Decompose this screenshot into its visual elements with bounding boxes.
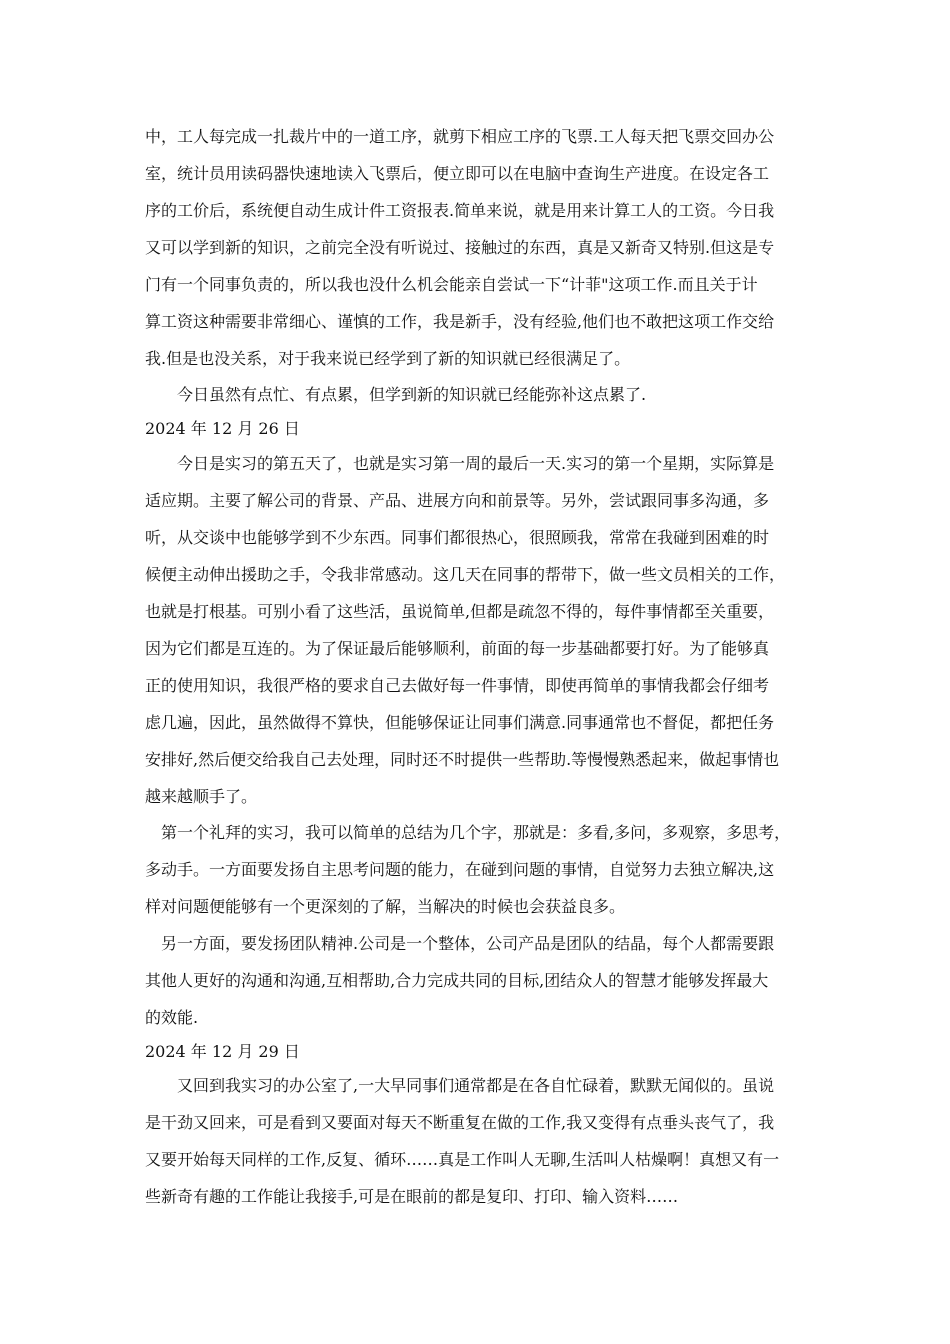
paragraph-line: 序的工价后，系统便自动生成计件工资报表.简单来说，就是用来计算工人的工资。今日我 xyxy=(145,201,775,220)
paragraph-line: 又可以学到新的知识，之前完全没有听说过、接触过的东西，真是又新奇又特别.但这是专 xyxy=(145,238,775,257)
paragraph-line: 样对问题便能够有一个更深刻的了解，当解决的时候也会获益良多。 xyxy=(145,897,626,916)
paragraph-line: 也就是打根基。可别小看了这些活，虽说简单,但都是疏忽不得的，每件事情都至关重要， xyxy=(145,602,775,621)
paragraph-line: 门有一个同事负责的，所以我也没什么机会能亲自尝试一下“计菲"这项工作.而且关于计 xyxy=(145,275,758,294)
paragraph-line: 其他人更好的沟通和沟通,互相帮助,合力完成共同的目标,团结众人的智慧才能够发挥最大 xyxy=(145,971,769,990)
paragraph-line: 算工资这种需要非常细心、谨慎的工作，我是新手，没有经验,他们也不敢把这项工作交给 xyxy=(145,312,775,331)
paragraph-line: 第一个礼拜的实习，我可以简单的总结为几个字，那就是：多看,多问，多观察，多思考， xyxy=(161,823,791,842)
paragraph-line: 今日虽然有点忙、有点累，但学到新的知识就已经能弥补这点累了. xyxy=(177,385,647,404)
paragraph-line: 是干劲又回来，可是看到又要面对每天不断重复在做的工作,我又变得有点垂头丧气了，我 xyxy=(145,1113,775,1132)
date-heading: 2024 年 12 月 29 日 xyxy=(145,1042,300,1061)
date-heading: 2024 年 12 月 26 日 xyxy=(145,419,300,438)
paragraph-line: 又回到我实习的办公室了,一大早同事们通常都是在各自忙碌着，默默无闻似的。虽说 xyxy=(177,1076,775,1095)
paragraph-line: 因为它们都是互连的。为了保证最后能够顺利，前面的每一步基础都要打好。为了能够真 xyxy=(145,639,770,658)
paragraph-line: 候便主动伸出援助之手，令我非常感动。这几天在同事的帮带下，做一些文员相关的工作， xyxy=(145,565,786,584)
paragraph-line: 室，统计员用读码器快速地读入飞票后，便立即可以在电脑中查询生产进度。在设定各工 xyxy=(145,164,770,183)
paragraph-line: 虑几遍，因此，虽然做得不算快，但能够保证让同事们满意.同事通常也不督促，都把任务 xyxy=(145,713,775,732)
paragraph-line: 越来越顺手了。 xyxy=(145,787,258,806)
paragraph-line: 又要开始每天同样的工作,反复、循环……真是工作叫人无聊,生活叫人枯燥啊！真想又有一 xyxy=(145,1150,780,1169)
paragraph-line: 今日是实习的第五天了，也就是实习第一周的最后一天.实习的第一个星期，实际算是 xyxy=(177,454,775,473)
paragraph-line: 我.但是也没关系，对于我来说已经学到了新的知识就已经很满足了。 xyxy=(145,349,631,368)
paragraph-line: 的效能. xyxy=(145,1008,199,1027)
paragraph-line: 多动手。一方面要发扬自主思考问题的能力，在碰到问题的事情，自觉努力去独立解决,这 xyxy=(145,860,775,879)
paragraph-line: 听，从交谈中也能够学到不少东西。同事们都很热心，很照顾我，常常在我碰到困难的时 xyxy=(145,528,770,547)
paragraph-line: 适应期。主要了解公司的背景、产品、进展方向和前景等。另外，尝试跟同事多沟通，多 xyxy=(145,491,770,510)
paragraph-line: 些新奇有趣的工作能让我接手,可是在眼前的都是复印、打印、输入资料…… xyxy=(145,1187,679,1206)
paragraph-line: 安排好,然后便交给我自己去处理，同时还不时提供一些帮助.等慢慢熟悉起来，做起事情也 xyxy=(145,750,780,769)
paragraph-line: 中，工人每完成一扎裁片中的一道工序，就剪下相应工序的飞票.工人每天把飞票交回办公 xyxy=(145,127,775,146)
paragraph-line: 正的使用知识，我很严格的要求自己去做好每一件事情，即使再简单的事情我都会仔细考 xyxy=(145,676,770,695)
paragraph-line: 另一方面，要发扬团队精神.公司是一个整体，公司产品是团队的结晶，每个人都需要跟 xyxy=(161,934,775,953)
